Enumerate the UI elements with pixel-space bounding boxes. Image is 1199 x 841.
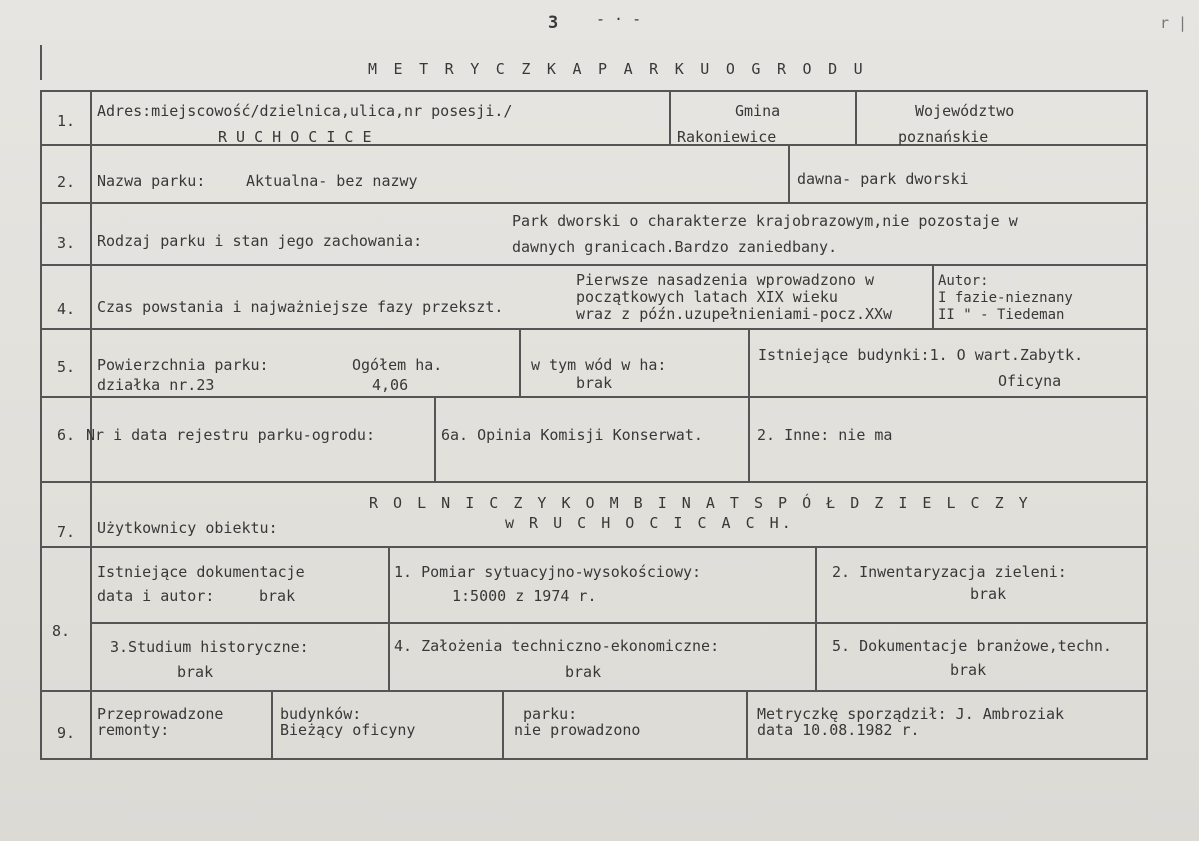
renovations-label-1: Przeprowadzone [97, 705, 224, 723]
total-area-value: 4,06 [372, 376, 409, 394]
prepared-by: Metryczkę sporządził: J. Ambroziak [757, 705, 1065, 723]
corner-mark: r | [1160, 14, 1188, 32]
park-type-line-2: dawnych granicach.Bardzo zaniedbany. [512, 238, 838, 256]
survey-label: 1. Pomiar sytuacyjno-wysokościowy: [394, 563, 702, 581]
parcel-number: działka nr.23 [97, 376, 215, 394]
park-name-current: Aktualna- bez nazwy [246, 172, 418, 190]
history-study-value: brak [177, 663, 214, 681]
author-phase-2: II " - Tiedeman [938, 307, 1065, 323]
author-phase-1: I fazie-nieznany [938, 290, 1073, 306]
row-number-2: 2. [57, 173, 76, 191]
park-type-label: Rodzaj parku i stan jego zachowania: [97, 232, 423, 250]
voivodeship-label: Województwo [915, 102, 1015, 120]
page-number: 3 [548, 13, 559, 33]
documentation-value: brak [259, 587, 296, 605]
register-label: Nr i data rejestru parku-ogrodu: [86, 426, 375, 444]
row-number-6: 6. [57, 426, 76, 444]
water-area-label: w tym wód w ha: [531, 356, 667, 374]
form-title: M E T R Y C Z K A P A R K U O G R O D U [368, 60, 867, 78]
row-number-3: 3. [57, 234, 76, 252]
origin-label: Czas powstania i najważniejsze fazy przekszt. [97, 298, 504, 316]
history-study-label: 3.Studium historyczne: [110, 638, 309, 656]
origin-line-3: wraz z późn.uzupełnieniami-pocz.XXw [576, 305, 893, 323]
area-label: Powierzchnia parku: [97, 356, 269, 374]
origin-line-1: Pierwsze nasadzenia wprowadzono w [576, 271, 875, 289]
row-number-7: 7. [57, 523, 76, 541]
row-number-1: 1. [57, 112, 76, 130]
row-number-4: 4. [57, 300, 76, 318]
user-name-line-2: w R U C H O C I C A C H. [505, 514, 794, 532]
documentation-sub-label: data i autor: [97, 587, 215, 605]
park-renovation-value: nie prowadzono [514, 721, 641, 739]
row-number-9: 9. [57, 724, 76, 742]
technical-label: 4. Założenia techniczno-ekonomiczne: [394, 637, 720, 655]
conservator-opinion: 6a. Opinia Komisji Konserwat. [441, 426, 703, 444]
buildings-value: Oficyna [998, 372, 1062, 390]
greenery-label: 2. Inwentaryzacja zieleni: [832, 563, 1067, 581]
town-name: R U C H O C I C E [218, 128, 372, 146]
park-renovation-label: parku: [523, 705, 578, 723]
header-dashes: - · - [596, 10, 642, 28]
buildings-label: Istniejące budynki:1. O wart.Zabytk. [758, 346, 1084, 364]
users-label: Użytkownicy obiektu: [97, 519, 278, 537]
voivodeship-value: poznańskie [898, 128, 989, 146]
author-label: Autor: [938, 273, 989, 289]
left-margin-mark [40, 45, 42, 80]
gmina-label: Gmina [735, 102, 781, 120]
survey-value: 1:5000 z 1974 r. [452, 587, 597, 605]
row-number-5: 5. [57, 358, 76, 376]
origin-line-2: początkowych latach XIX wieku [576, 288, 838, 306]
park-name-label: Nazwa parku: [97, 172, 206, 190]
gmina-value: Rakoniewice [677, 128, 777, 146]
water-area-value: brak [576, 374, 613, 392]
renovations-label-2: remonty: [97, 721, 170, 739]
user-name-line-1: R O L N I C Z Y K O M B I N A T S P Ó Ł D Z I E L C Z Y [369, 494, 1031, 512]
park-type-line-1: Park dworski o charakterze krajobrazowym,nie pozostaje w [512, 212, 1018, 230]
other-info: 2. Inne: nie ma [757, 426, 893, 444]
prepared-date: data 10.08.1982 r. [757, 721, 920, 739]
greenery-value: brak [970, 585, 1007, 603]
building-renovation-value: Bieżący oficyny [280, 721, 416, 739]
branch-docs-value: brak [950, 661, 987, 679]
branch-docs-label: 5. Dokumentacje branżowe,techn. [832, 637, 1112, 655]
total-area-label: Ogółem ha. [352, 356, 443, 374]
row-number-8: 8. [52, 622, 71, 640]
documentation-label: Istniejące dokumentacje [97, 563, 305, 581]
address-label: Adres:miejscowość/dzielnica,ulica,nr posesji./ [97, 102, 513, 120]
park-name-former: dawna- park dworski [797, 170, 969, 188]
technical-value: brak [565, 663, 602, 681]
building-renovation-label: budynków: [280, 705, 362, 723]
